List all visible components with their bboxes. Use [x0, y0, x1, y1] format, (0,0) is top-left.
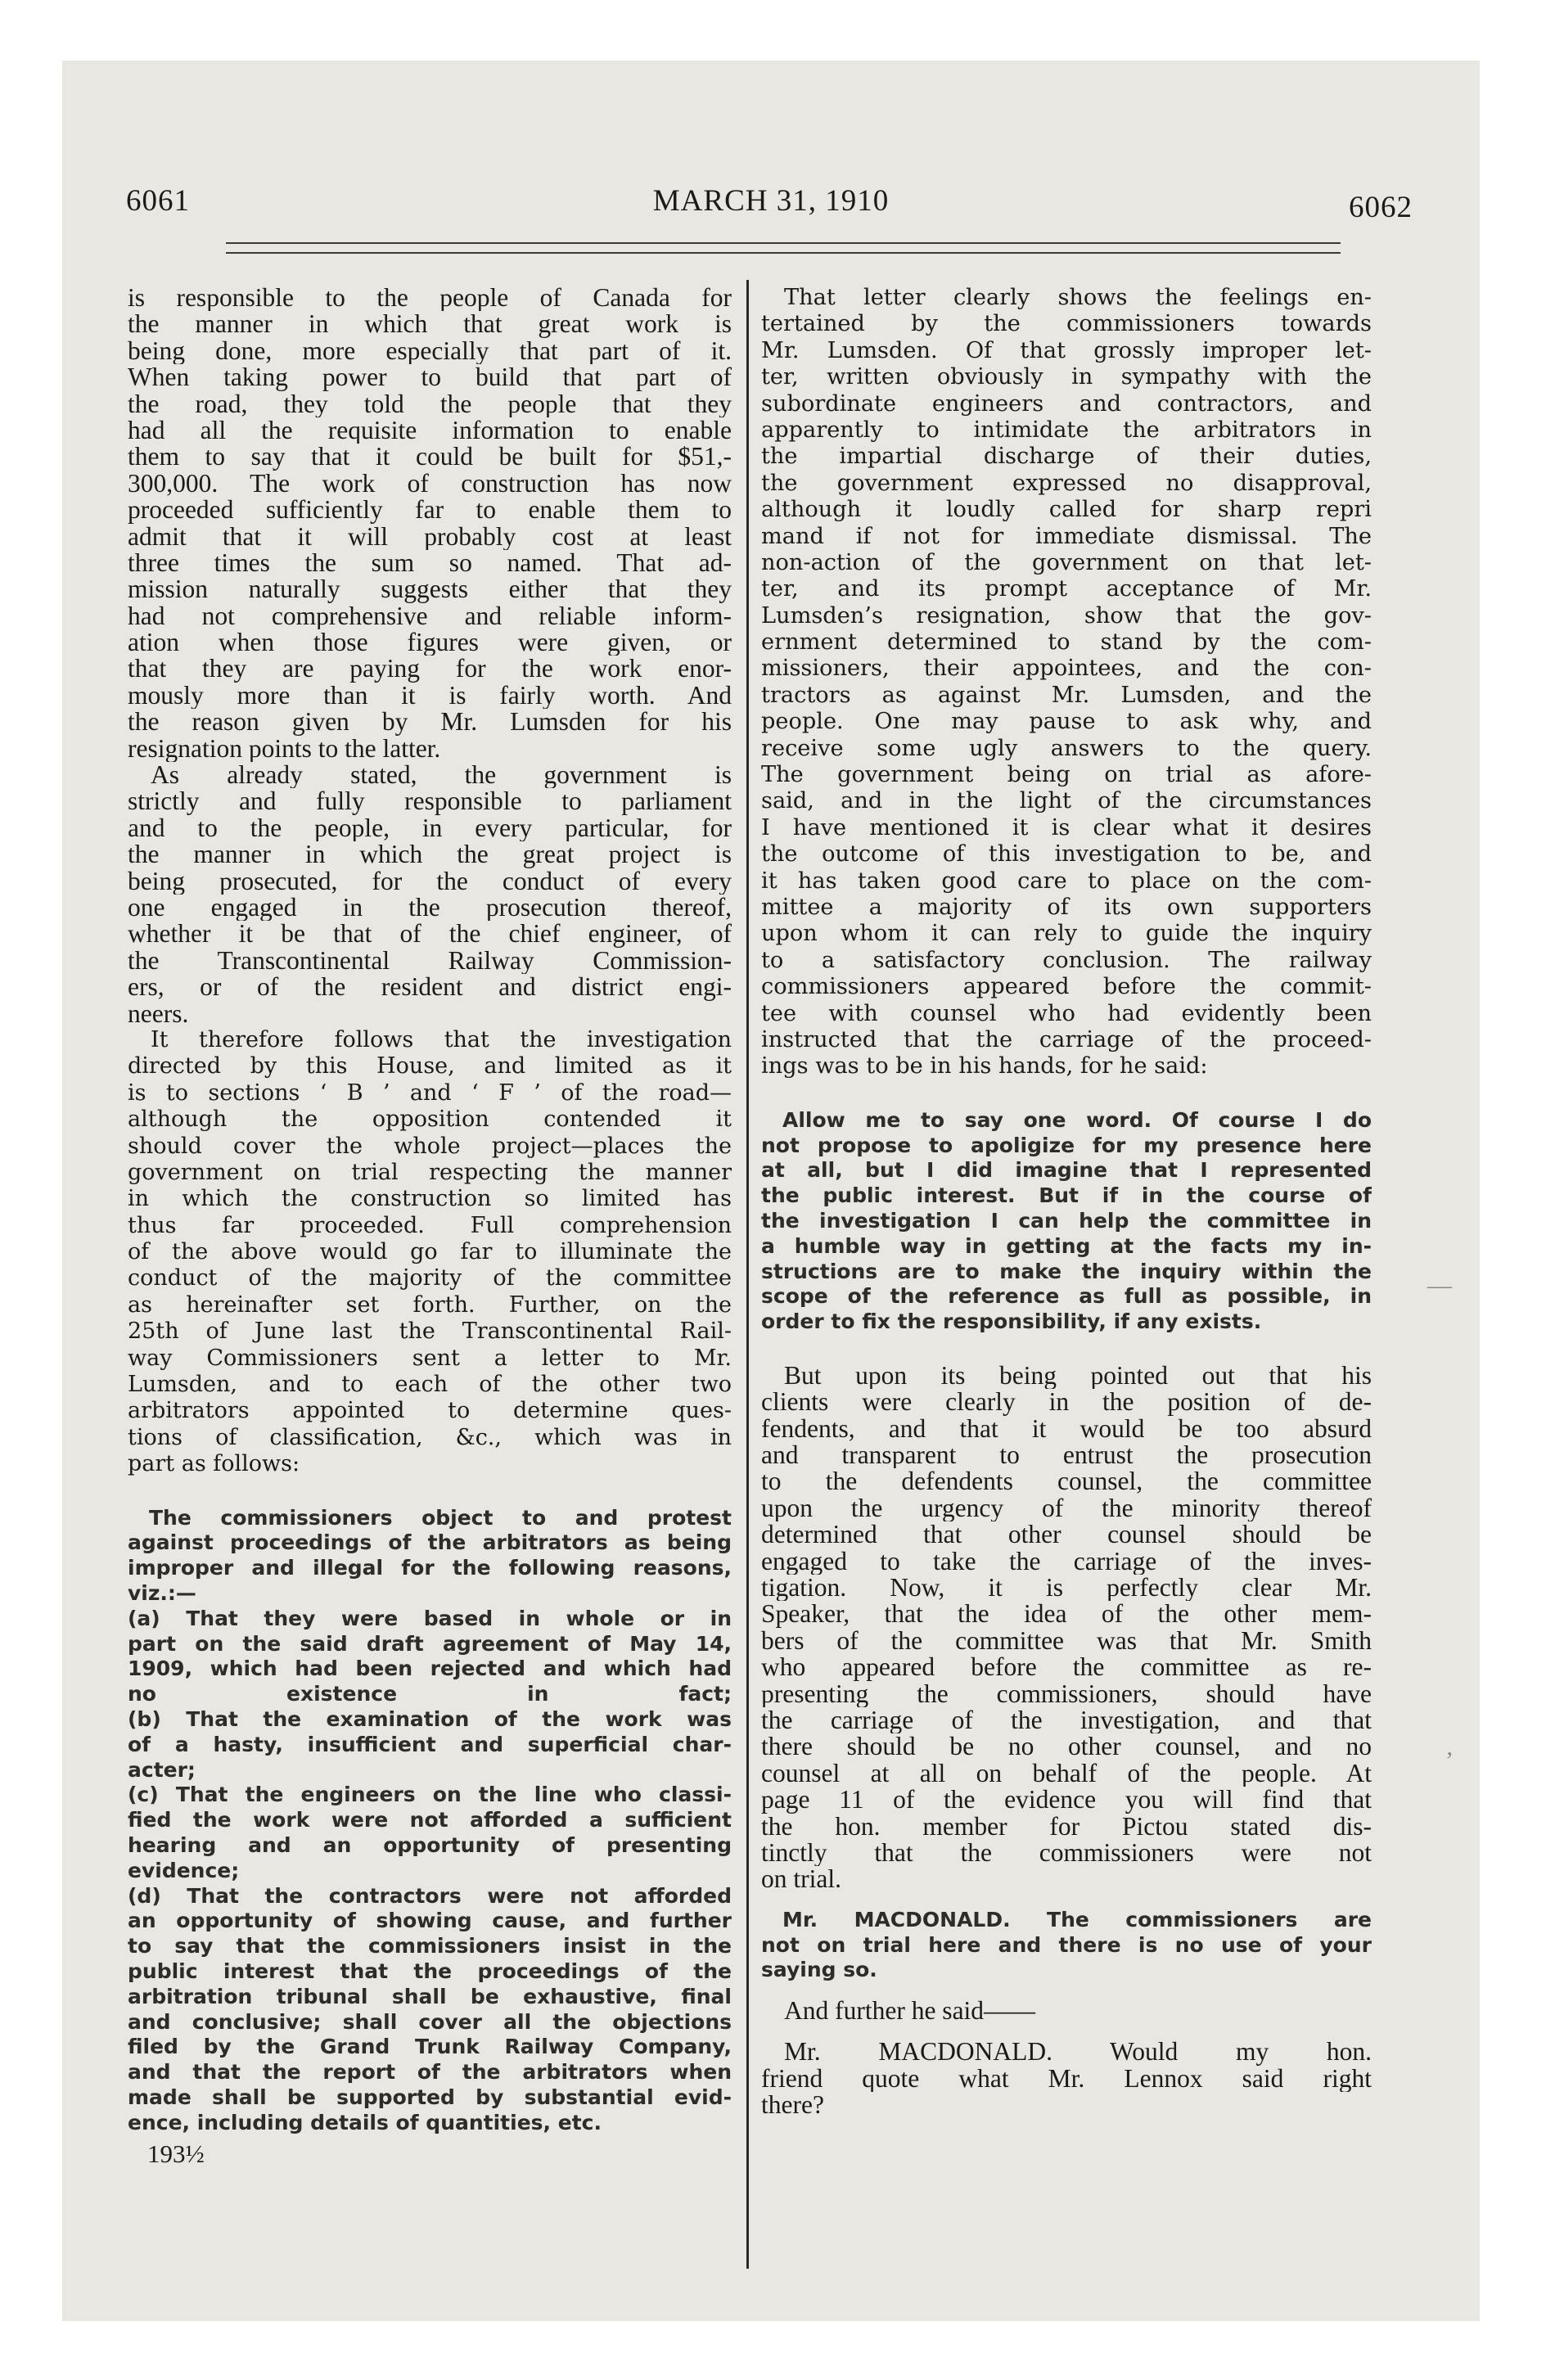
text-line: although it loudly called for sharp repri: [761, 497, 1372, 523]
text-line: missioners, their appointees, and the con-: [761, 656, 1372, 682]
text-line: the outcome of this investigation to be, and: [761, 841, 1372, 868]
text-line: It therefore follows that the investigation: [151, 1026, 732, 1053]
text-line: the carriage of the investigation, and that: [761, 1706, 1372, 1734]
text-line: But upon its being pointed out that his: [784, 1362, 1372, 1390]
text-line: proceeded sufficiently far to enable them to: [128, 497, 732, 524]
text-line: at all, but I did imagine that I represented: [761, 1158, 1372, 1183]
text-line: the investigation I can help the committee in: [761, 1208, 1372, 1233]
text-line: counsel at all on behalf of the people. At: [761, 1760, 1372, 1787]
text-line: not on trial here and there is no use of your: [761, 1932, 1372, 1957]
page-number-right: 6062: [1349, 191, 1413, 224]
spacer: [761, 2024, 1372, 2039]
text-line: mand if not for immediate dismissal. The: [761, 523, 1372, 549]
text-line: no existence in fact;: [128, 1682, 732, 1706]
text-line: tions of classification, &c., which was in: [128, 1424, 732, 1450]
text-line: thus far proceeded. Full comprehension: [128, 1212, 732, 1238]
text-line: tractors as against Mr. Lumsden, and the: [761, 682, 1372, 708]
text-line: is responsible to the people of Canada for: [128, 285, 732, 312]
text-line: Mr. MACDONALD. Would my hon.: [784, 2039, 1372, 2066]
text-line: them to say that it could be built for $51,-: [128, 444, 732, 471]
text-line: ence, including details of quantities, etc.: [128, 2110, 602, 2134]
text-line: Allow me to say one word. Of course I do: [782, 1107, 1372, 1132]
text-line: saying so.: [761, 1958, 877, 1982]
text-line: is to sections ‘ B ’ and ‘ F ’ of the road—: [128, 1080, 732, 1106]
text-line: the road, they told the people that they: [128, 390, 732, 417]
text-line: should cover the whole project—places the: [128, 1133, 732, 1159]
text-line: although the opposition contended it: [128, 1107, 732, 1133]
scanned-page: [62, 61, 1480, 2321]
text-line: ation when those figures were given, or: [128, 629, 732, 656]
text-line: improper and illegal for the following reasons,: [128, 1556, 732, 1580]
text-line: there should be no other counsel, and no: [761, 1733, 1372, 1760]
text-line: structions are to make the inquiry within the: [761, 1259, 1372, 1283]
header-rule-top: [226, 242, 1341, 244]
text-line: determined that other counsel should be: [761, 1521, 1372, 1548]
text-line: being prosecuted, for the conduct of every: [128, 868, 732, 895]
text-line: Speaker, that the idea of the other mem-: [761, 1601, 1372, 1628]
text-line: (c) That the engineers on the line who classi-: [128, 1783, 732, 1807]
text-line: friend quote what Mr. Lennox said right: [761, 2065, 1372, 2093]
text-line: it has taken good care to place on the com-: [761, 868, 1372, 894]
text-line: acter;: [128, 1757, 196, 1782]
text-line: fied the work were not afforded a sufficient: [128, 1808, 732, 1832]
text-line: Lumsden, and to each of the other two: [128, 1372, 732, 1398]
right-paragraph-2: [761, 1363, 1372, 1893]
text-line: bers of the committee was that Mr. Smith: [761, 1627, 1372, 1655]
text-line: three times the sum so named. That ad-: [128, 549, 732, 577]
text-line: ter, and its prompt acceptance of Mr.: [761, 576, 1372, 602]
text-line: ers, or of the resident and district engi-: [128, 974, 732, 1001]
right-paragraph-1: [761, 285, 1372, 1080]
text-line: fendents, and that it would be too absurd: [761, 1415, 1372, 1443]
text-line: an opportunity of showing cause, and further: [128, 1909, 732, 1933]
text-line: the public interest. But if in the course of: [761, 1183, 1372, 1208]
text-line: ings was to be in his hands, for he said:: [761, 1053, 1208, 1080]
text-line: to say that the commissioners insist in the: [128, 1934, 732, 1959]
text-line: the government expressed no disapproval,: [761, 470, 1372, 496]
text-line: on trial.: [761, 1866, 841, 1893]
text-line: presenting the commissioners, should have: [761, 1680, 1372, 1707]
text-line: had all the requisite information to enable: [128, 417, 732, 444]
text-line: who appeared before the committee as re-: [761, 1654, 1372, 1681]
text-line: upon the urgency of the minority thereof: [761, 1494, 1372, 1522]
text-line: whether it be that of the chief engineer, of: [128, 921, 732, 948]
text-line: admit that it will probably cost at least: [128, 523, 732, 550]
text-line: order to fix the responsibility, if any exists.: [761, 1309, 1262, 1334]
text-line: of the above would go far to illuminate the: [128, 1239, 732, 1265]
text-line: 1909, which had been rejected and which had: [128, 1657, 732, 1681]
spacer: [761, 1893, 1372, 1908]
text-line: (b) That the examination of the work was: [128, 1706, 732, 1731]
text-line: evidence;: [128, 1858, 240, 1882]
text-line: the Transcontinental Railway Commission-: [128, 947, 732, 975]
text-line: apparently to intimidate the arbitrators in: [761, 417, 1372, 443]
spacer: [761, 1080, 1372, 1108]
text-line: As already stated, the government is: [151, 762, 732, 789]
right-column: [761, 285, 1372, 2119]
left-paragraph-1: [128, 285, 732, 762]
text-line: non-action of the government on that let-: [761, 549, 1372, 575]
further-said-line: And further he said——: [784, 1998, 1036, 2025]
page-footer-signature: 193½: [147, 2139, 205, 2168]
text-line: as hereinafter set forth. Further, on the: [128, 1291, 732, 1318]
text-line: tigation. Now, it is perfectly clear Mr.: [761, 1575, 1372, 1602]
spacer: [761, 1983, 1372, 1998]
text-line: receive some ugly answers to the query.: [761, 735, 1372, 761]
macdonald-remark-quote: [761, 1908, 1372, 1983]
header-rule-bottom: [226, 252, 1341, 254]
text-line: being done, more especially that part of it.: [128, 337, 732, 365]
text-line: 25th of June last the Transcontinental Rail-: [128, 1318, 732, 1345]
text-line: way Commissioners sent a letter to Mr.: [128, 1345, 732, 1371]
text-line: one engaged in the prosecution thereof,: [128, 894, 732, 922]
spacer: [128, 1478, 732, 1506]
text-line: to the defendents counsel, the committee: [761, 1468, 1372, 1495]
text-line: conduct of the majority of the committee: [128, 1265, 732, 1291]
text-line: commissioners appeared before the commit-: [761, 974, 1372, 1000]
text-line: I have mentioned it is clear what it desires: [761, 814, 1372, 841]
page-date-header: MARCH 31, 1910: [652, 184, 890, 218]
text-line: that they are paying for the work enor-: [128, 656, 732, 683]
text-line: (d) That the contractors were not afforded: [128, 1883, 732, 1908]
text-line: the hon. member for Pictou stated dis-: [761, 1813, 1372, 1840]
text-line: arbitrators appointed to determine ques-: [128, 1398, 732, 1424]
text-line: and that the report of the arbitrators when: [128, 2060, 732, 2085]
text-line: the reason given by Mr. Lumsden for his: [128, 709, 732, 736]
text-line: (a) That they were based in whole or in: [128, 1606, 732, 1630]
text-line: mission naturally suggests either that they: [128, 576, 732, 603]
margin-comma-mark: ‚: [1445, 1733, 1454, 1760]
text-line: Mr. Lumsden. Of that grossly improper let-: [761, 337, 1372, 363]
text-line: subordinate engineers and contractors, and: [761, 390, 1372, 417]
text-line: not propose to apoligize for my presence here: [761, 1133, 1372, 1157]
text-line: mously more than it is fairly worth. And: [128, 682, 732, 710]
text-line: public interest that the proceedings of the: [128, 1959, 732, 1983]
text-line: engaged to take the carriage of the inves-: [761, 1548, 1372, 1575]
text-line: hearing and an opportunity of presenting: [128, 1832, 732, 1857]
text-line: and to the people, in every particular, for: [128, 814, 732, 842]
text-line: of a hasty, insufficient and superficial char-: [128, 1732, 732, 1756]
column-divider: [746, 280, 749, 2269]
text-line: The government being on trial as afore-: [761, 762, 1372, 788]
text-line: Lumsden’s resignation, show that the gov-: [761, 602, 1372, 629]
commissioners-letter-quote: [128, 1506, 732, 2136]
text-line: clients were clearly in the position of de-: [761, 1389, 1372, 1416]
text-line: in which the construction so limited has: [128, 1186, 732, 1212]
text-line: had not comprehensive and reliable inform-: [128, 602, 732, 630]
text-line: and transparent to entrust the prosecution: [761, 1442, 1372, 1469]
left-column: [128, 285, 732, 2169]
spacer: [761, 1335, 1372, 1363]
text-line: page 11 of the evidence you will find that: [761, 1787, 1372, 1814]
text-line: viz.:—: [128, 1580, 196, 1605]
text-line: said, and in the light of the circumstances: [761, 788, 1372, 814]
text-line: tertained by the commissioners towards: [761, 311, 1372, 337]
text-line: The commissioners object to and protest: [149, 1505, 732, 1530]
text-line: a humble way in getting at the facts my in-: [761, 1233, 1372, 1258]
text-line: arbitration tribunal shall be exhaustive, final: [128, 1984, 732, 2008]
text-line: tinctly that the commissioners were not: [761, 1839, 1372, 1867]
left-paragraph-3: [128, 1027, 732, 1478]
text-line: part on the said draft agreement of May 14,: [128, 1631, 732, 1656]
text-line: people. One may pause to ask why, and: [761, 709, 1372, 735]
text-line: the manner in which that great work is: [128, 311, 732, 338]
text-line: to a satisfactory conclusion. The railway: [761, 947, 1372, 973]
text-line: That letter clearly shows the feelings en-: [784, 285, 1372, 310]
text-line: the impartial discharge of their duties,: [761, 444, 1372, 470]
text-line: ter, written obviously in sympathy with the: [761, 364, 1372, 390]
text-line: resignation points to the latter.: [128, 735, 441, 763]
text-line: mittee a majority of its own supporters: [761, 894, 1372, 920]
text-line: neers.: [128, 1000, 189, 1027]
text-line: there?: [761, 2092, 824, 2119]
text-line: filed by the Grand Trunk Railway Company,: [128, 2035, 732, 2059]
text-line: strictly and fully responsible to parliament: [128, 788, 732, 815]
text-line: directed by this House, and limited as it: [128, 1053, 732, 1080]
page-number-left: 6061: [126, 184, 190, 218]
text-line: tee with counsel who had evidently been: [761, 1000, 1372, 1026]
text-line: government on trial respecting the manner: [128, 1159, 732, 1185]
left-paragraph-2: [128, 762, 732, 1027]
text-line: Mr. MACDONALD. The commissioners are: [782, 1907, 1372, 1931]
text-line: 300,000. The work of construction has now: [128, 470, 732, 498]
text-line: ernment determined to stand by the com-: [761, 629, 1372, 656]
text-line: When taking power to build that part of: [128, 364, 732, 391]
text-line: made shall be supported by substantial evid-: [128, 2085, 732, 2109]
text-line: instructed that the carriage of the proceed-: [761, 1026, 1372, 1053]
counsel-statement-quote: [761, 1108, 1372, 1335]
macdonald-question: [761, 2039, 1372, 2118]
margin-dash-mark: —: [1427, 1272, 1452, 1299]
text-line: the manner in which the great project is: [128, 841, 732, 868]
text-line: upon whom it can rely to guide the inquiry: [761, 921, 1372, 947]
text-line: part as follows:: [128, 1451, 300, 1477]
text-line: and conclusive; shall cover all the objections: [128, 2009, 732, 2034]
text-line: scope of the reference as full as possible, in: [761, 1284, 1372, 1309]
text-line: against proceedings of the arbitrators as being: [128, 1530, 732, 1555]
